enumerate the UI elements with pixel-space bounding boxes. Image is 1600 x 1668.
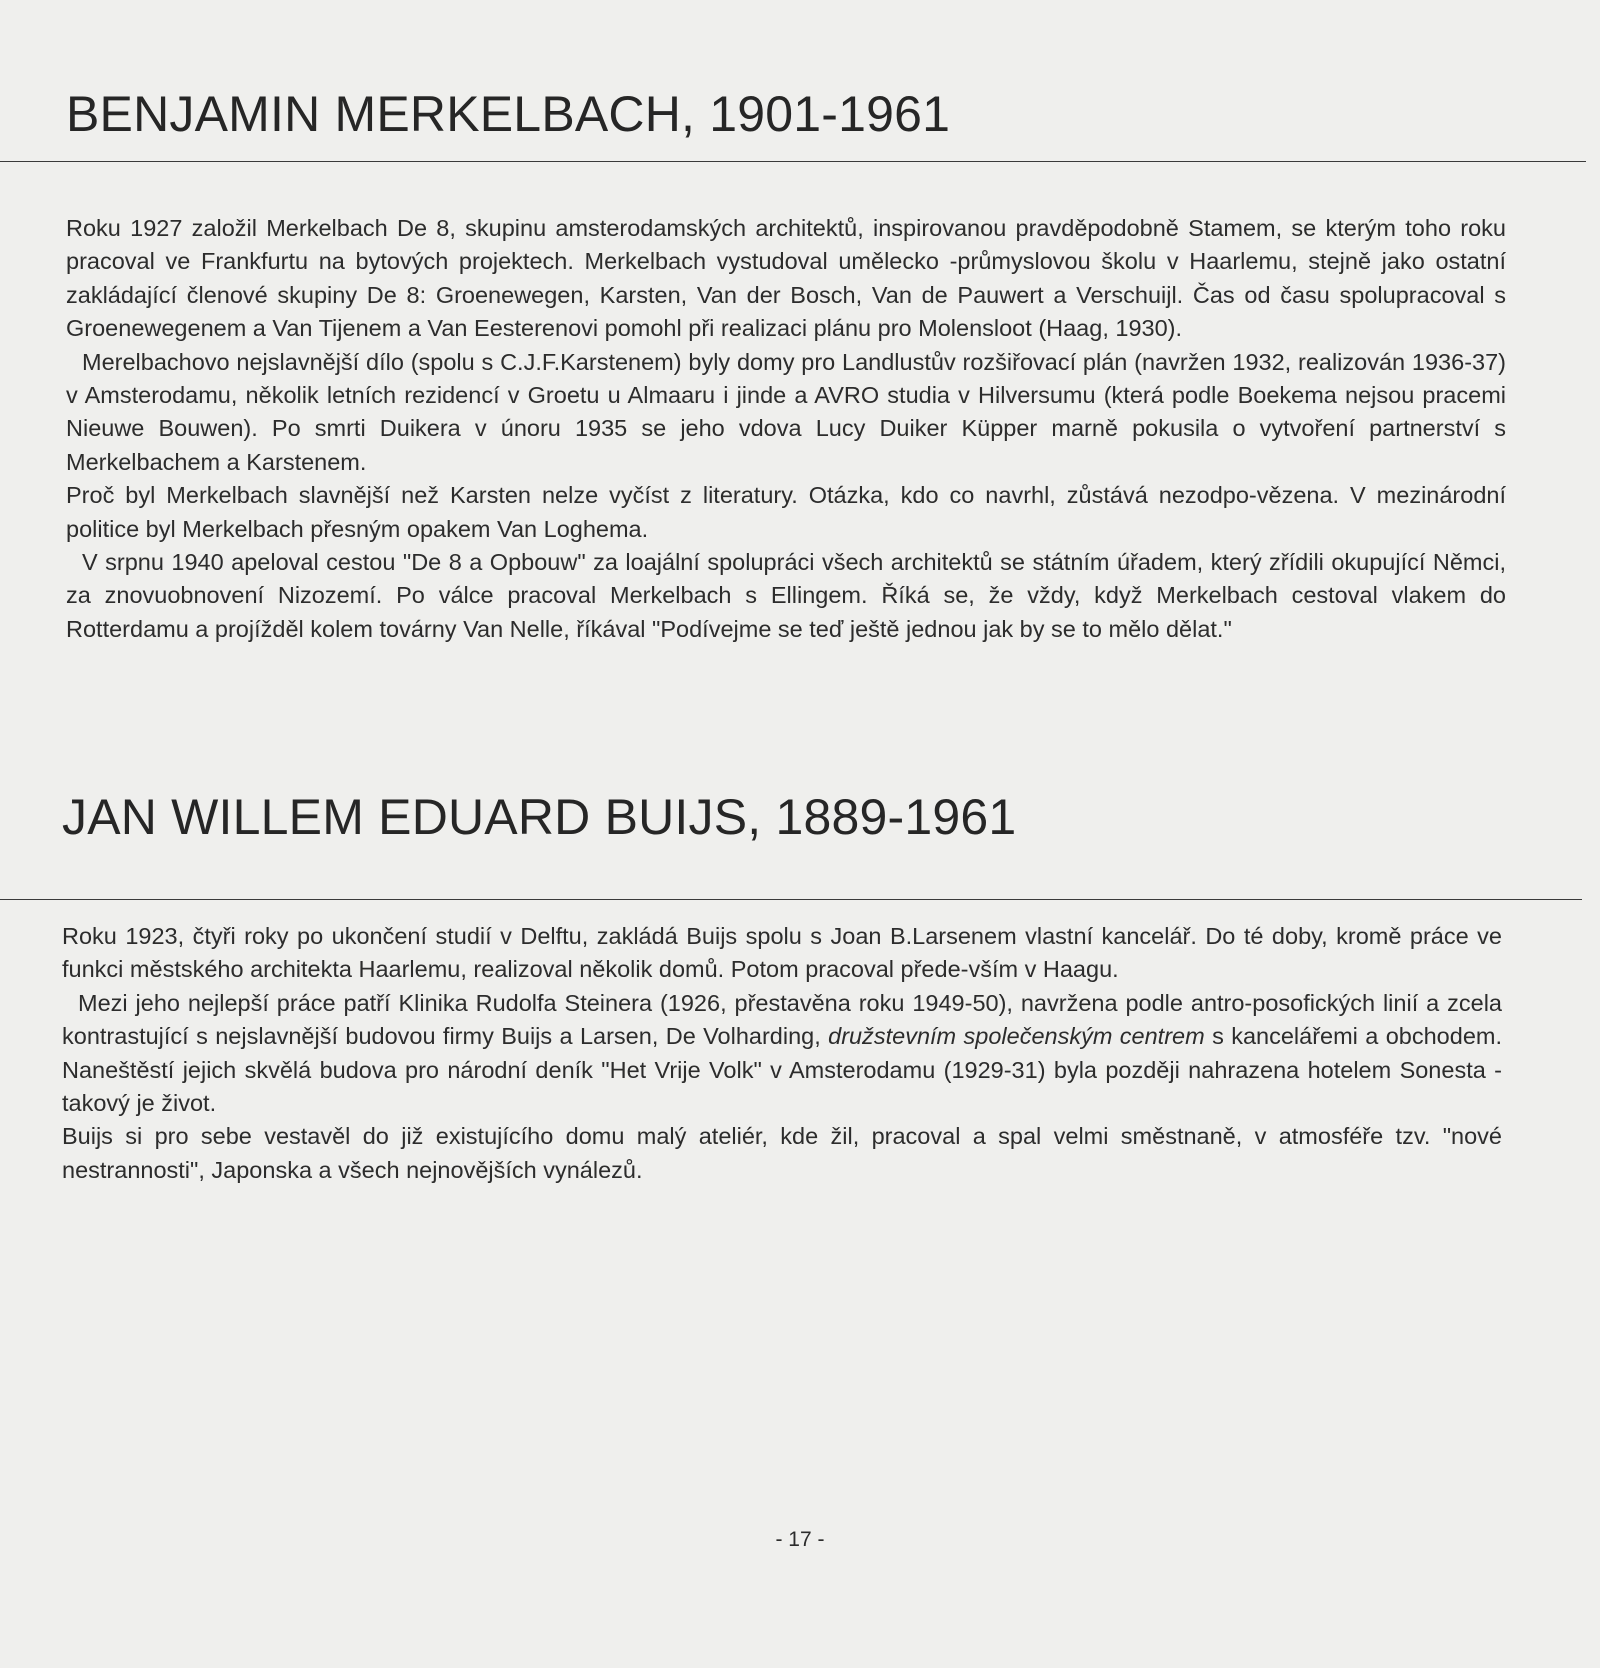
buijs-body [62, 920, 1502, 1187]
merkelbach-body [66, 212, 1506, 646]
paragraph: Roku 1923, čtyři roky po ukončení studií v Delftu, zakládá Buijs spolu s Joan B.Larsenem vlastní kancelář. Do té doby, kromě práce ve funkci městského architekta Haarlemu, realizoval několik domů. Potom pracoval přede-vším v Haagu. [62, 923, 1502, 983]
section-title-merkelbach: BENJAMIN MERKELBACH, 1901-1961 [66, 86, 951, 142]
paragraph: Proč byl Merkelbach slavnější než Karsten nelze vyčíst z literatury. Otázka, kdo co navrhl, zůstává nezodpo-vězena. V mezinárodní politice byl Merkelbach přesným opakem Van Loghema. [66, 482, 1506, 542]
text-run: Mezi jeho nejlepší práce patří Klinika Rudolfa Steinera (1926, přestavěna roku 1949-50), navržena podle antro-posofických linií a zcela kontrastující s nejslavnější budovou firmy Buijs a Larsen, De Volharding, [62, 989, 1502, 1050]
paragraph: Merelbachovo nejslavnější dílo (spolu s C.J.F.Karstenem) byly domy pro Landlustův rozšiřovací plán (navržen 1932, realizován 1936-37) v Amsterodamu, několik letních rezidencí v Groetu u Almaaru i jinde a AVRO studia v Hilversumu (která podle Boekema nejsou pracemi Nieuwe Bouwen). Po smrti Duikera v únoru 1935 se jeho vdova Lucy Duiker Küpper marně pokusila o vytvoření partnerství s Merkelbachem a Karstenem. [66, 348, 1506, 475]
italic-text-run: družstevním společenským centrem [828, 1023, 1205, 1050]
heading-rule [0, 899, 1582, 900]
section-title-buijs: JAN WILLEM EDUARD BUIJS, 1889-1961 [62, 789, 1017, 845]
heading-rule [0, 161, 1586, 162]
paragraph: Buijs si pro sebe vestavěl do již existujícího domu malý ateliér, kde žil, pracoval a spal velmi směstnaně, v atmosféře tzv. "nové nestrannosti", Japonska a všech nejnovějších vynálezů. [62, 1123, 1502, 1183]
text-run: s kancelářemi a obchodem. Naneštěstí jejich skvělá budova pro národní deník "Het Vrije Volk" v Amsterodamu (1929-31) byla později nahrazena hotelem Sonesta - takový je život. [62, 1023, 1502, 1117]
paragraph: V srpnu 1940 apeloval cestou "De 8 a Opbouw" za loajální spolupráci všech architektů se státním úřadem, který zřídili okupující Němci, za znovuobnovení Nizozemí. Po válce pracoval Merkelbach s Ellingem. Říká se, že vždy, když Merkelbach cestoval vlakem do Rotterdamu a projížděl kolem továrny Van Nelle, říkával "Podívejme se teď ještě jednou jak by se to mělo dělat." [66, 549, 1506, 642]
paragraph: Roku 1927 založil Merkelbach De 8, skupinu amsterodamských architektů, inspirovanou pravděpodobně Stamem, se kterým toho roku pracoval ve Frankfurtu na bytových projektech. Merkelbach vystudoval umělecko -průmyslovou školu v Haarlemu, stejně jako ostatní zakládající členové skupiny De 8: Groenewegen, Karsten, Van der Bosch, Van de Pauwert a Verschuijl. Čas od času spolupracoval s Groenewegenem a Van Tijenem a Van Eesterenovi pomohl při realizaci plánu pro Molensloot (Haag, 1930). [66, 215, 1506, 342]
paragraph [62, 987, 1502, 1121]
page-number: - 17 - [775, 1528, 825, 1551]
